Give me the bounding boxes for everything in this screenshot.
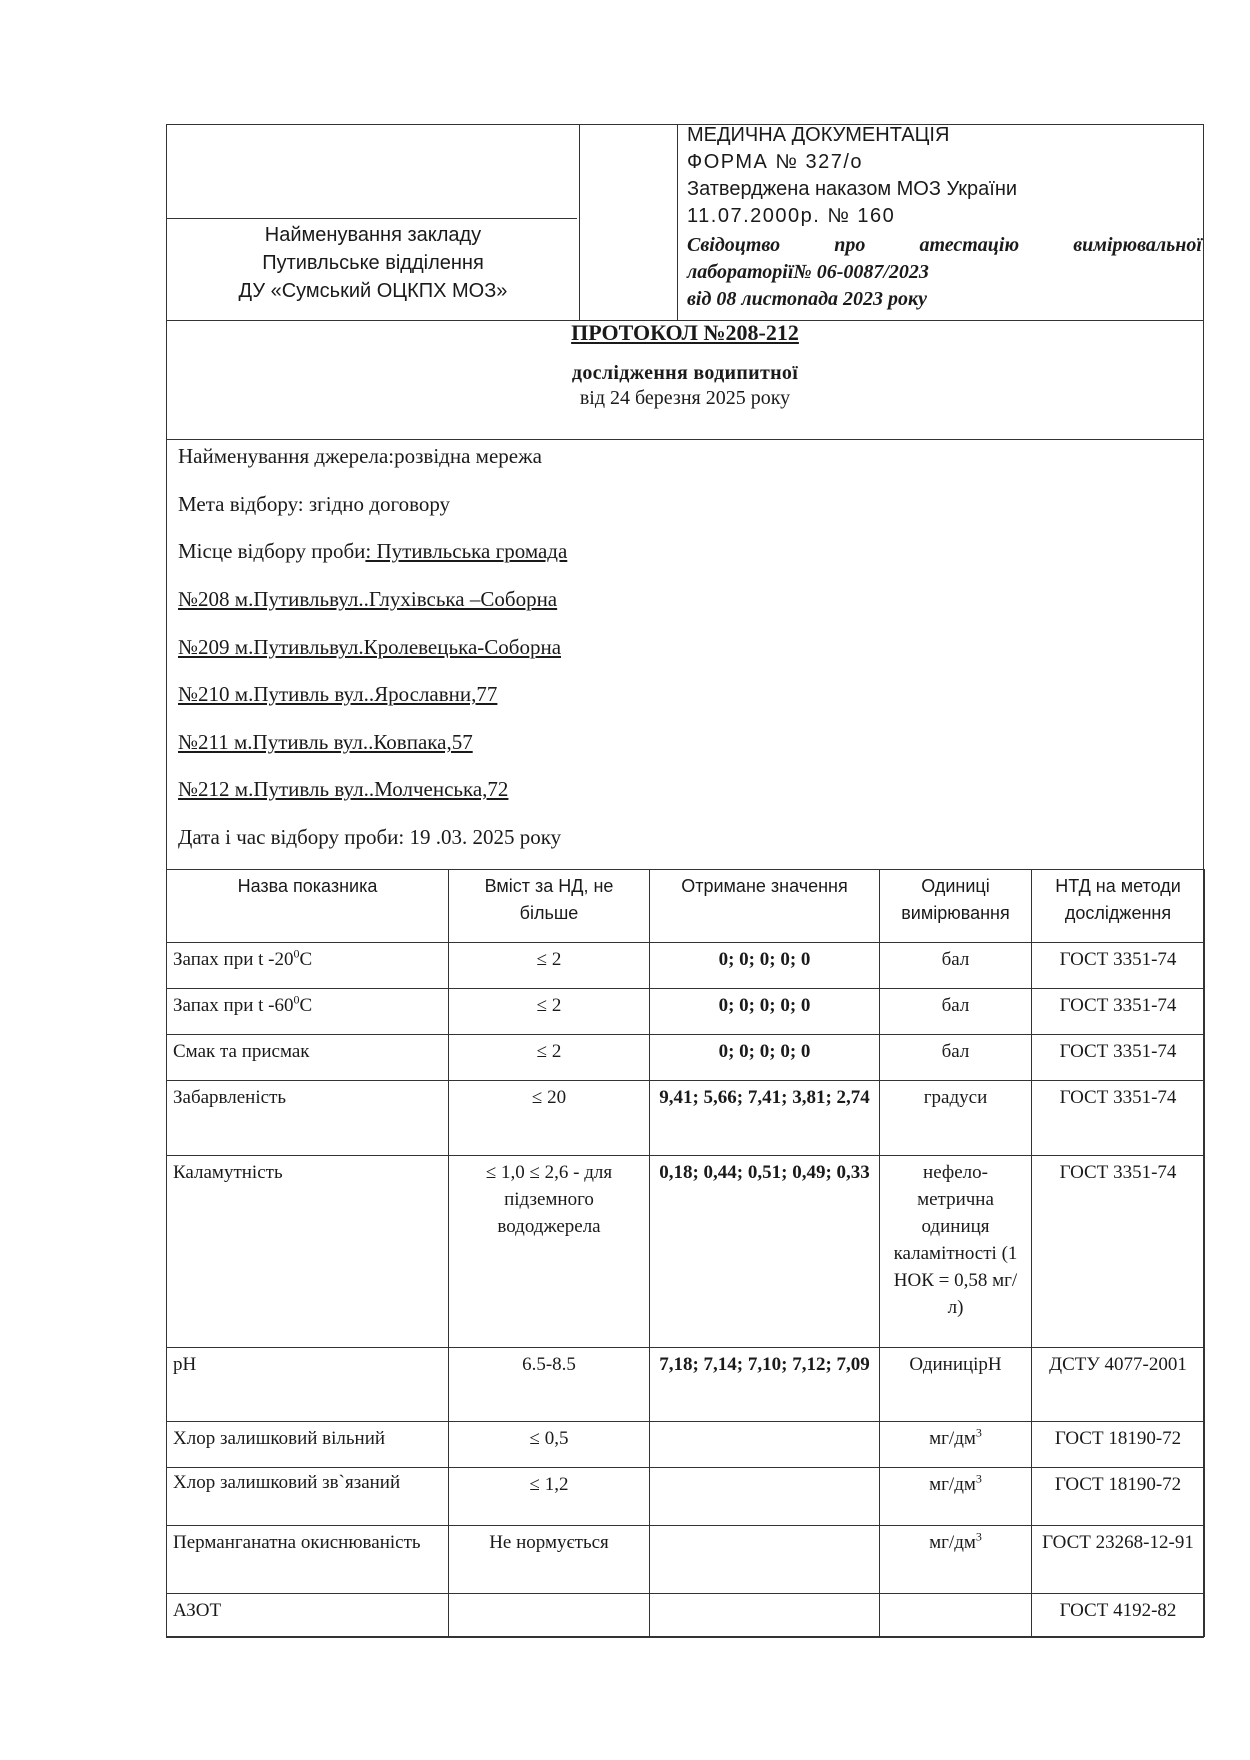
location-208: №208 м.Путивльвул..Глухівська –Соборна xyxy=(178,587,558,611)
col-header-value: Отримане значення xyxy=(650,870,880,943)
method: ГОСТ 3351-74 xyxy=(1032,1156,1205,1348)
location-209: №209 м.Путивльвул.Кролевецька-Соборна xyxy=(178,635,562,659)
purpose-line: Мета відбору: згідно договору xyxy=(178,492,451,516)
protocol-subtitle: дослідження водипитної xyxy=(571,362,799,384)
norm-value: ≤ 1,0 ≤ 2,6 - для підземного вододжерела xyxy=(449,1156,650,1348)
approved-by: Затверджена наказом МОЗ України xyxy=(687,178,1018,200)
col-header-method: НТД на методи дослідження xyxy=(1032,870,1205,943)
order-number: 11.07.2000р. № 160 xyxy=(687,205,896,227)
table-row xyxy=(167,1468,1205,1526)
indicator-name: pH xyxy=(167,1348,449,1422)
form-info-block xyxy=(687,122,1202,313)
method: ГОСТ 3351-74 xyxy=(1032,943,1205,989)
norm-value xyxy=(449,1594,650,1637)
institution-line2: ДУ «Сумський ОЦКПХ МОЗ» xyxy=(238,280,508,302)
col-header-name: Назва показника xyxy=(167,870,449,943)
indicator-name: Запах при t $-60^0С$ xyxy=(167,989,449,1035)
table-header-row xyxy=(167,870,1205,943)
measured-value: 0; 0; 0; 0; 0 xyxy=(650,989,880,1035)
location-210: №210 м.Путивль вул..Ярославни,77 xyxy=(178,682,498,706)
form-number: ФОРМА № 327/о xyxy=(687,151,863,173)
method: ДСТУ 4077-2001 xyxy=(1032,1348,1205,1422)
certificate-line1: Свідоцтво про атестацію вимірювальної xyxy=(687,234,1202,256)
col-header-norm: Вміст за НД, не більше xyxy=(449,870,650,943)
protocol-title: ПРОТОКОЛ №208-212 xyxy=(571,320,799,345)
location-211: №211 м.Путивль вул..Ковпака,57 xyxy=(178,730,473,754)
norm-value: ≤ 1,2 xyxy=(449,1468,650,1526)
unit: $мг/дм^3$ xyxy=(880,1422,1032,1468)
measured-value xyxy=(650,1468,880,1526)
measured-value: 0; 0; 0; 0; 0 xyxy=(650,1035,880,1081)
norm-value: ≤ 2 xyxy=(449,1035,650,1081)
measured-value: 9,41; 5,66; 7,41; 3,81; 2,74 xyxy=(650,1081,880,1156)
method: ГОСТ 18190-72 xyxy=(1032,1422,1205,1468)
unit xyxy=(880,1594,1032,1637)
norm-value: ≤ 2 xyxy=(449,943,650,989)
method: ГОСТ 3351-74 xyxy=(1032,1081,1205,1156)
certificate-line2: лабораторії№ 06-0087/2023 xyxy=(687,261,929,283)
indicator-name: Хлор залишковий зв`язаний xyxy=(167,1468,449,1526)
norm-value: ≤ 0,5 xyxy=(449,1422,650,1468)
header-inner-line xyxy=(167,218,577,219)
unit: градуси xyxy=(880,1081,1032,1156)
table-row xyxy=(167,943,1205,989)
table-row xyxy=(167,1594,1205,1637)
location-212: №212 м.Путивль вул..Молченська,72 xyxy=(178,777,509,801)
title-bottom-line xyxy=(167,439,1203,440)
method: ГОСТ 23268-12-91 xyxy=(1032,1526,1205,1594)
measured-value xyxy=(650,1422,880,1468)
protocol-title-block xyxy=(167,320,1203,410)
norm-value: ≤ 20 xyxy=(449,1081,650,1156)
unit: нефело-метрична одиниця каламітності (1 НОК = 0,58 мг/л) xyxy=(880,1156,1032,1348)
indicator-name: Смак та присмак xyxy=(167,1035,449,1081)
table-row xyxy=(167,1348,1205,1422)
unit: $мг/дм^3$ xyxy=(880,1468,1032,1526)
method: ГОСТ 3351-74 xyxy=(1032,1035,1205,1081)
norm-value: 6.5-8.5 xyxy=(449,1348,650,1422)
institution-label: Найменування закладу xyxy=(264,224,482,246)
sampling-date: Дата і час відбору проби: 19 .03. 2025 року xyxy=(178,825,562,849)
header-divider-2 xyxy=(677,125,678,320)
measured-value: 0; 0; 0; 0; 0 xyxy=(650,943,880,989)
table-row xyxy=(167,1156,1205,1348)
indicator-name: Забарвленість xyxy=(167,1081,449,1156)
method: ГОСТ 18190-72 xyxy=(1032,1468,1205,1526)
indicator-name: Перманганатна окиснюваність xyxy=(167,1526,449,1594)
unit: бал xyxy=(880,1035,1032,1081)
table-row xyxy=(167,1081,1205,1156)
col-header-unit: Одиниці вимірювання xyxy=(880,870,1032,943)
header-divider-1 xyxy=(579,125,580,320)
measured-value xyxy=(650,1526,880,1594)
unit: бал xyxy=(880,943,1032,989)
measured-value: 0,18; 0,44; 0,51; 0,49; 0,33 xyxy=(650,1156,880,1348)
indicator-name: Запах при t $-20^0С$ xyxy=(167,943,449,989)
med-doc-label: МЕДИЧНА ДОКУМЕНТАЦІЯ xyxy=(687,124,950,146)
indicator-name: Хлор залишковий вільний xyxy=(167,1422,449,1468)
indicator-name: АЗОТ xyxy=(167,1594,449,1637)
certificate-line3: від 08 листопада 2023 року xyxy=(687,288,928,310)
table-row xyxy=(167,1035,1205,1081)
norm-value: Не нормується xyxy=(449,1526,650,1594)
results-table xyxy=(166,869,1205,1637)
method: ГОСТ 4192-82 xyxy=(1032,1594,1205,1637)
unit: $мг/дм^3$ xyxy=(880,1526,1032,1594)
institution-line1: Путивльське відділення xyxy=(262,252,484,274)
document-frame xyxy=(166,124,1204,1638)
unit: бал xyxy=(880,989,1032,1035)
place-line: Місце відбору проби: Путивльська громада xyxy=(178,539,568,563)
unit: ОдиницірН xyxy=(880,1348,1032,1422)
institution-block xyxy=(167,221,579,305)
norm-value: ≤ 2 xyxy=(449,989,650,1035)
measured-value: 7,18; 7,14; 7,10; 7,12; 7,09 xyxy=(650,1348,880,1422)
table-row xyxy=(167,989,1205,1035)
source-line: Найменування джерела:розвідна мережа xyxy=(178,444,542,468)
method: ГОСТ 3351-74 xyxy=(1032,989,1205,1035)
protocol-date: від 24 березня 2025 року xyxy=(579,387,791,409)
table-row xyxy=(167,1422,1205,1468)
indicator-name: Каламутність xyxy=(167,1156,449,1348)
measured-value xyxy=(650,1594,880,1637)
table-row xyxy=(167,1526,1205,1594)
